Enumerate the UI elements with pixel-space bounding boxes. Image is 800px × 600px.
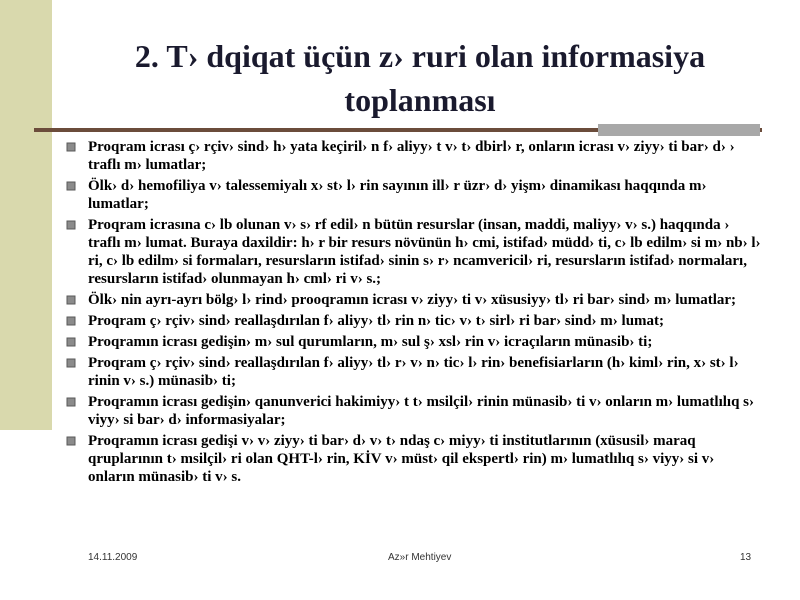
- bullet-text: Proqramın icrası gedişin› m› sul qurumların, m› sul ş› xsl› rin v› icraçıların münasib› ti;: [88, 334, 653, 350]
- square-bullet-icon: [66, 295, 76, 305]
- list-item: [64, 333, 764, 351]
- list-item: [64, 138, 764, 174]
- bullet-text: Proqram ç› rçiv› sind› reallaşdırılan f› aliyy› tl› rin n› tic› v› t› sirl› ri bar› sind› m› lumat;: [88, 313, 665, 329]
- square-bullet-icon: [66, 181, 76, 191]
- bullet-text: Ölk› d› hemofiliya v› talessemiyalı x› st› l› rin sayının ill› r üzr› d› yişm› dinamikası haqqında m› lumatlar;: [88, 178, 707, 212]
- left-decorative-band: [0, 0, 52, 430]
- slide-title: [60, 34, 780, 122]
- bullet-text: Proqramın icrası gedişin› qanunverici hakimiyy› t t› msilçil› rinin münasib› ti v› onların m› lumatlılıq s› viyy› si bar› d› informasiyalar;: [88, 394, 754, 428]
- list-item: [64, 291, 764, 309]
- list-item: [64, 393, 764, 429]
- square-bullet-icon: [66, 337, 76, 347]
- square-bullet-icon: [66, 142, 76, 152]
- title-divider-accent: [598, 124, 760, 136]
- bullet-text: Proqram ç› rçiv› sind› reallaşdırılan f› aliyy› tl› r› v› n› tic› l› rin› benefisiarların (h› kiml› rin, x› st› l› rinin v› s.) münasib› ti;: [88, 355, 739, 389]
- bullet-list: [64, 138, 764, 489]
- square-bullet-icon: [66, 358, 76, 368]
- bullet-text: Proqram icrasına c› lb olunan v› s› rf edil› n bütün resurslar (insan, maddi, maliyy› v› s.) haqqında › traflı m› lumat. Buraya daxildir: h› r bir resurs növünün h› cmi, istifad› müdd› ti, c› lb edilm› si m› nb› l› ri, c› lb edilm› si formaları, resursların istifad› sinin s› r› ncamvericil› ri, resursların istifad› normaları, resursların istifad› olunmayan h› cml› ri v› s.;: [88, 217, 761, 287]
- square-bullet-icon: [66, 220, 76, 230]
- list-item: [64, 354, 764, 390]
- square-bullet-icon: [66, 436, 76, 446]
- square-bullet-icon: [66, 397, 76, 407]
- bullet-text: Ölk› nin ayrı-ayrı bölg› l› rind› prooqramın icrası v› ziyy› ti v› xüsusiyy› tl› ri bar› sind› m› lumatlar;: [88, 292, 737, 308]
- bullet-text: Proqram icrası ç› rçiv› sind› h› yata keçiril› n f› aliyy› t v› t› dbirl› r, onların icrası v› ziyy› ti bar› d› › traflı m› lumatlar;: [88, 139, 735, 173]
- slide-title-line-2: toplanması: [344, 82, 496, 118]
- footer-date: 14.11.2009: [88, 552, 138, 563]
- square-bullet-icon: [66, 316, 76, 326]
- list-item: [64, 216, 764, 288]
- bullet-text: Proqramın icrası gedişi v› v› ziyy› ti bar› d› v› t› ndaş c› miyy› ti institutlarının (xüsusil› maraq qruplarının t› msilçil› ri olan QHT-l› rin, KİV v› müst› qil ekspertl› rin) m› lumatlılıq s› viyy› si v› onların münasib› ti v› s.: [88, 433, 715, 485]
- list-item: [64, 177, 764, 213]
- list-item: [64, 432, 764, 486]
- page-number: 13: [740, 552, 752, 563]
- footer-author: Az»r Mehtiyev: [388, 552, 452, 563]
- list-item: [64, 312, 764, 330]
- slide-title-line-1: 2. T› dqiqat üçün z› ruri olan informasiya: [134, 38, 706, 74]
